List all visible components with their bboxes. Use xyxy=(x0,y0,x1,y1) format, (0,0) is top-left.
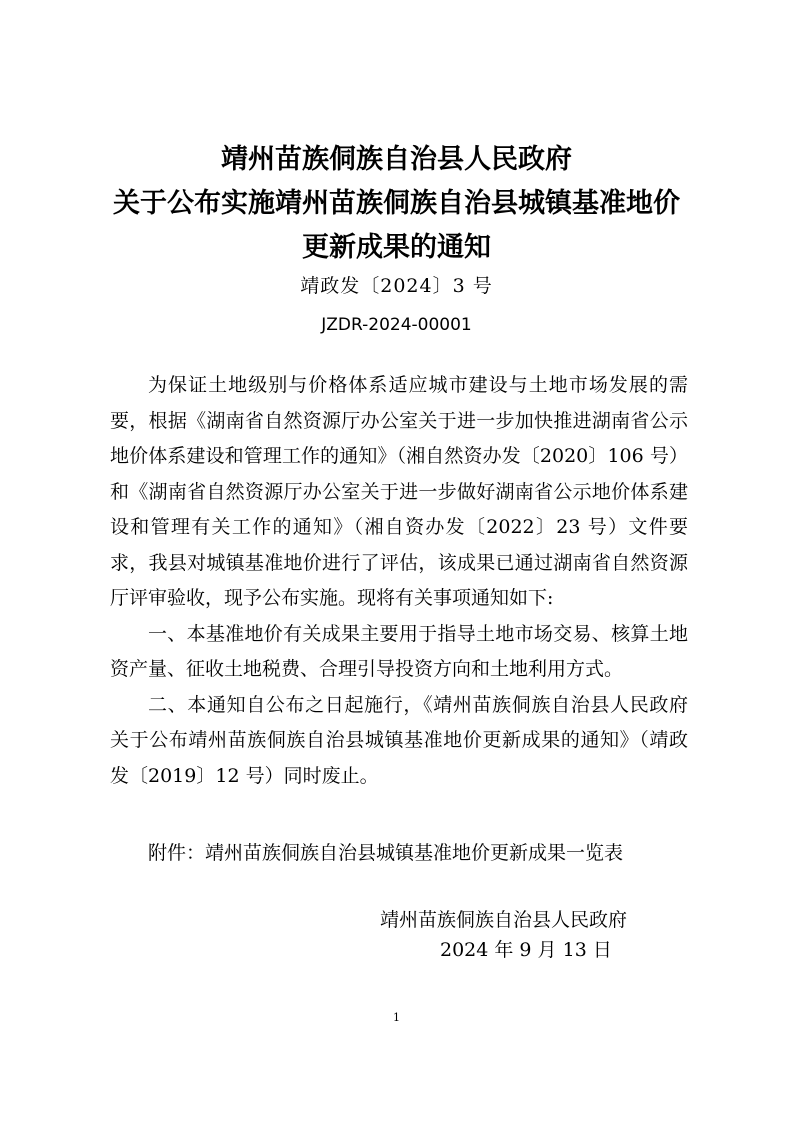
title-line-3: 更新成果的通知 xyxy=(302,232,491,263)
signature-organization: 靖州苗族侗族自治县人民政府 xyxy=(380,909,628,931)
title-line-2: 关于公布实施靖州苗族侗族自治县城镇基准地价 xyxy=(113,188,680,219)
document-id: JZDR-2024-00001 xyxy=(321,315,472,335)
document-number: 靖政发〔2024〕3 号 xyxy=(300,275,493,297)
document-body xyxy=(110,368,688,794)
signature-block xyxy=(380,905,700,965)
document-title xyxy=(0,138,793,270)
signature-date: 2024 年 9 月 13 日 xyxy=(440,939,612,961)
attachment-line: 附件：靖州苗族侗族自治县城镇基准地价更新成果一览表 xyxy=(148,842,624,864)
paragraph-item-2: 二、本通知自公布之日起施行，《靖州苗族侗族自治县人民政府关于公布靖州苗族侗族自治县城镇基准地价更新成果的通知》（靖政发〔2019〕12 号）同时废止。 xyxy=(110,693,688,787)
page-number: 1 xyxy=(393,1011,400,1024)
title-line-1: 靖州苗族侗族自治县人民政府 xyxy=(221,144,572,175)
paragraph-item-1: 一、本基准地价有关成果主要用于指导土地市场交易、核算土地资产量、征收土地税费、合理引导投资方向和土地利用方式。 xyxy=(110,622,688,680)
paragraph-intro: 为保证土地级别与价格体系适应城市建设与土地市场发展的需要，根据《湖南省自然资源厅办公室关于进一步加快推进湖南省公示地价体系建设和管理工作的通知》（湘自然资办发〔2020〕106 号）和《湖南省自然资源厅办公室关于进一步做好湖南省公示地价体系建设和管理有关工作的通知》（湘自资办发〔2022〕23 号）文件要求，我县对城镇基准地价进行了评估，该成果已通过湖南省自然资源厅评审验收，现予公布实施。现将有关事项通知如下: xyxy=(110,374,688,609)
